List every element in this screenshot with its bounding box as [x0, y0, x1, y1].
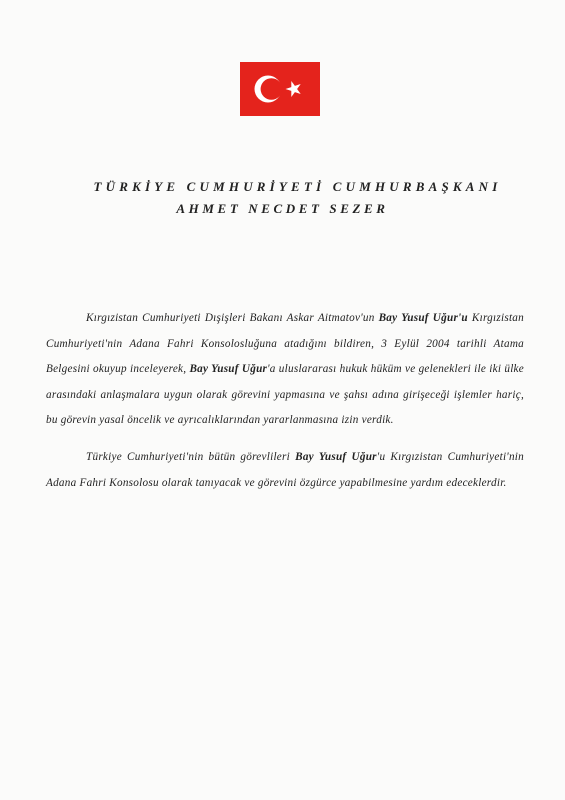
turkish-flag-icon [240, 62, 320, 116]
paragraph-1 [46, 306, 524, 434]
paragraph-1-text-1: Kırgızistan Cumhuriyeti Dışişleri Bakanı Askar Aitmatov'un [86, 312, 379, 324]
header-title: TÜRKİYE CUMHURİYETİ CUMHURBAŞKANI [93, 179, 502, 194]
document-body [46, 306, 524, 496]
flag-graphic [240, 62, 320, 116]
paragraph-2-text-2: 'u Kırgızistan Cumhuriyeti'nin Adana Fahri Konsolosu olarak tanıyacak ve görevini özgürce yapabilmesine yardım edeceklerdir. [46, 450, 524, 489]
header-name: AHMET NECDET SEZER [176, 201, 389, 216]
paragraph-1-bold-2: Bay Yusuf Uğur [189, 363, 268, 376]
paragraph-1-text-2: Kırgızistan Cumhuriyeti'nin Adana Fahri Konsolosluğuna atadığını bildiren, 3 Eylül 2004 tarihli Atama Belgesini okuyup inceleyerek, [46, 312, 524, 376]
paragraph-1-text-3: 'a uluslararası hukuk hüküm ve gelenekleri ile iki ülke arasındaki anlaşmalara uygun olarak görevini yapmasına ve şahsı adına girişeceği işlemler hariç, bu görevin yasal öncelik ve ayrıcalıklarından yararlanmasına izin verdik. [46, 363, 524, 427]
paragraph-1-bold-1: Bay Yusuf Uğur'u [378, 312, 468, 324]
paragraph-2-bold-1: Bay Yusuf Uğur [295, 450, 377, 463]
document-header [0, 176, 565, 220]
paragraph-2 [46, 445, 524, 496]
crescent-inner [261, 78, 283, 100]
paragraph-2-text-1: Türkiye Cumhuriyeti'nin bütün görevlileri [86, 450, 296, 463]
